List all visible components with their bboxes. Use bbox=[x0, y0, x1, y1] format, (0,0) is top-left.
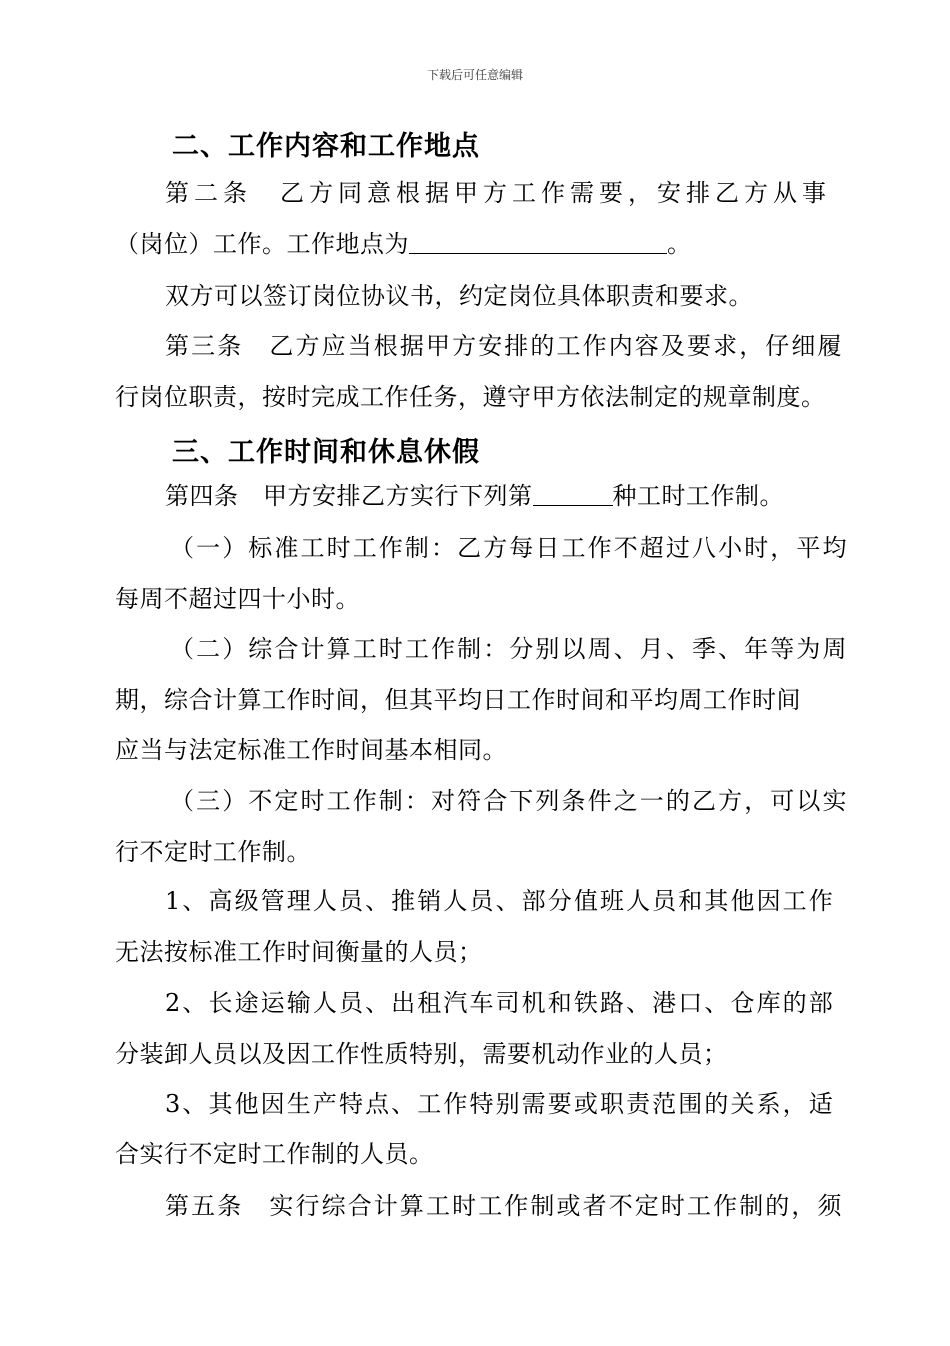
item-2-line-3: 应当与法定标准工作时间基本相同。 bbox=[115, 736, 507, 764]
article-2-label: 第二条 bbox=[165, 179, 252, 207]
article-4-text: 第四条 甲方安排乙方实行下列第 bbox=[165, 482, 533, 510]
work-location-blank bbox=[409, 229, 667, 254]
article-2-text-2: （岗位）工作。工作地点为 bbox=[115, 230, 409, 258]
condition-2-line-2: 分装卸人员以及因工作性质特别，需要机动作业的人员； bbox=[115, 1040, 728, 1068]
section-title-work-hours: 三、工作时间和休息休假 bbox=[172, 437, 480, 468]
paragraph-agreement: 双方可以签订岗位协议书，约定岗位具体职责和要求。 bbox=[165, 282, 753, 310]
item-2-line-2: 期，综合计算工作时间，但其平均日工作时间和平均周工作时间 bbox=[115, 686, 801, 714]
article-2-text-2-end: 。 bbox=[667, 230, 692, 258]
article-3-line-2: 行岗位职责，按时完成工作任务，遵守甲方依法制定的规章制度。 bbox=[115, 383, 826, 411]
item-2-line-1: （二）综合计算工时工作制：分别以周、月、季、年等为周 bbox=[170, 635, 849, 663]
article-2-line-1 bbox=[165, 176, 831, 210]
condition-2-line-1: 2、长途运输人员、出租汽车司机和铁路、港口、仓库的部 bbox=[165, 989, 835, 1017]
article-2-text: 乙方同意根据甲方工作需要，安排乙方从事 bbox=[280, 179, 831, 207]
condition-3-line-1: 3、其他因生产特点、工作特别需要或职责范围的关系，适 bbox=[165, 1090, 835, 1118]
article-4-text-end: 种工时工作制。 bbox=[612, 482, 784, 510]
page-header: 下载后可任意编辑 bbox=[426, 68, 523, 82]
article-2-line-2 bbox=[115, 227, 692, 261]
item-3-line-1: （三）不定时工作制：对符合下列条件之一的乙方，可以实 bbox=[170, 787, 849, 815]
condition-1-line-1: 1、高级管理人员、推销人员、部分值班人员和其他因工作 bbox=[165, 887, 835, 915]
article-4-line bbox=[165, 479, 784, 513]
condition-3-line-2: 合实行不定时工作制的人员。 bbox=[115, 1140, 434, 1168]
item-1-line-1: （一）标准工时工作制：乙方每日工作不超过八小时，平均 bbox=[170, 534, 849, 562]
item-1-line-2: 每周不超过四十小时。 bbox=[115, 585, 360, 613]
section-title-work-content: 二、工作内容和工作地点 bbox=[172, 131, 480, 162]
work-hour-type-blank bbox=[533, 481, 613, 506]
condition-1-line-2: 无法按标准工作时间衡量的人员； bbox=[115, 938, 483, 966]
article-5-line-1: 第五条 实行综合计算工时工作制或者不定时工作制的，须 bbox=[165, 1192, 844, 1220]
article-3-line-1: 第三条 乙方应当根据甲方安排的工作内容及要求，仔细履 bbox=[165, 332, 844, 360]
item-3-line-2: 行不定时工作制。 bbox=[115, 838, 311, 866]
